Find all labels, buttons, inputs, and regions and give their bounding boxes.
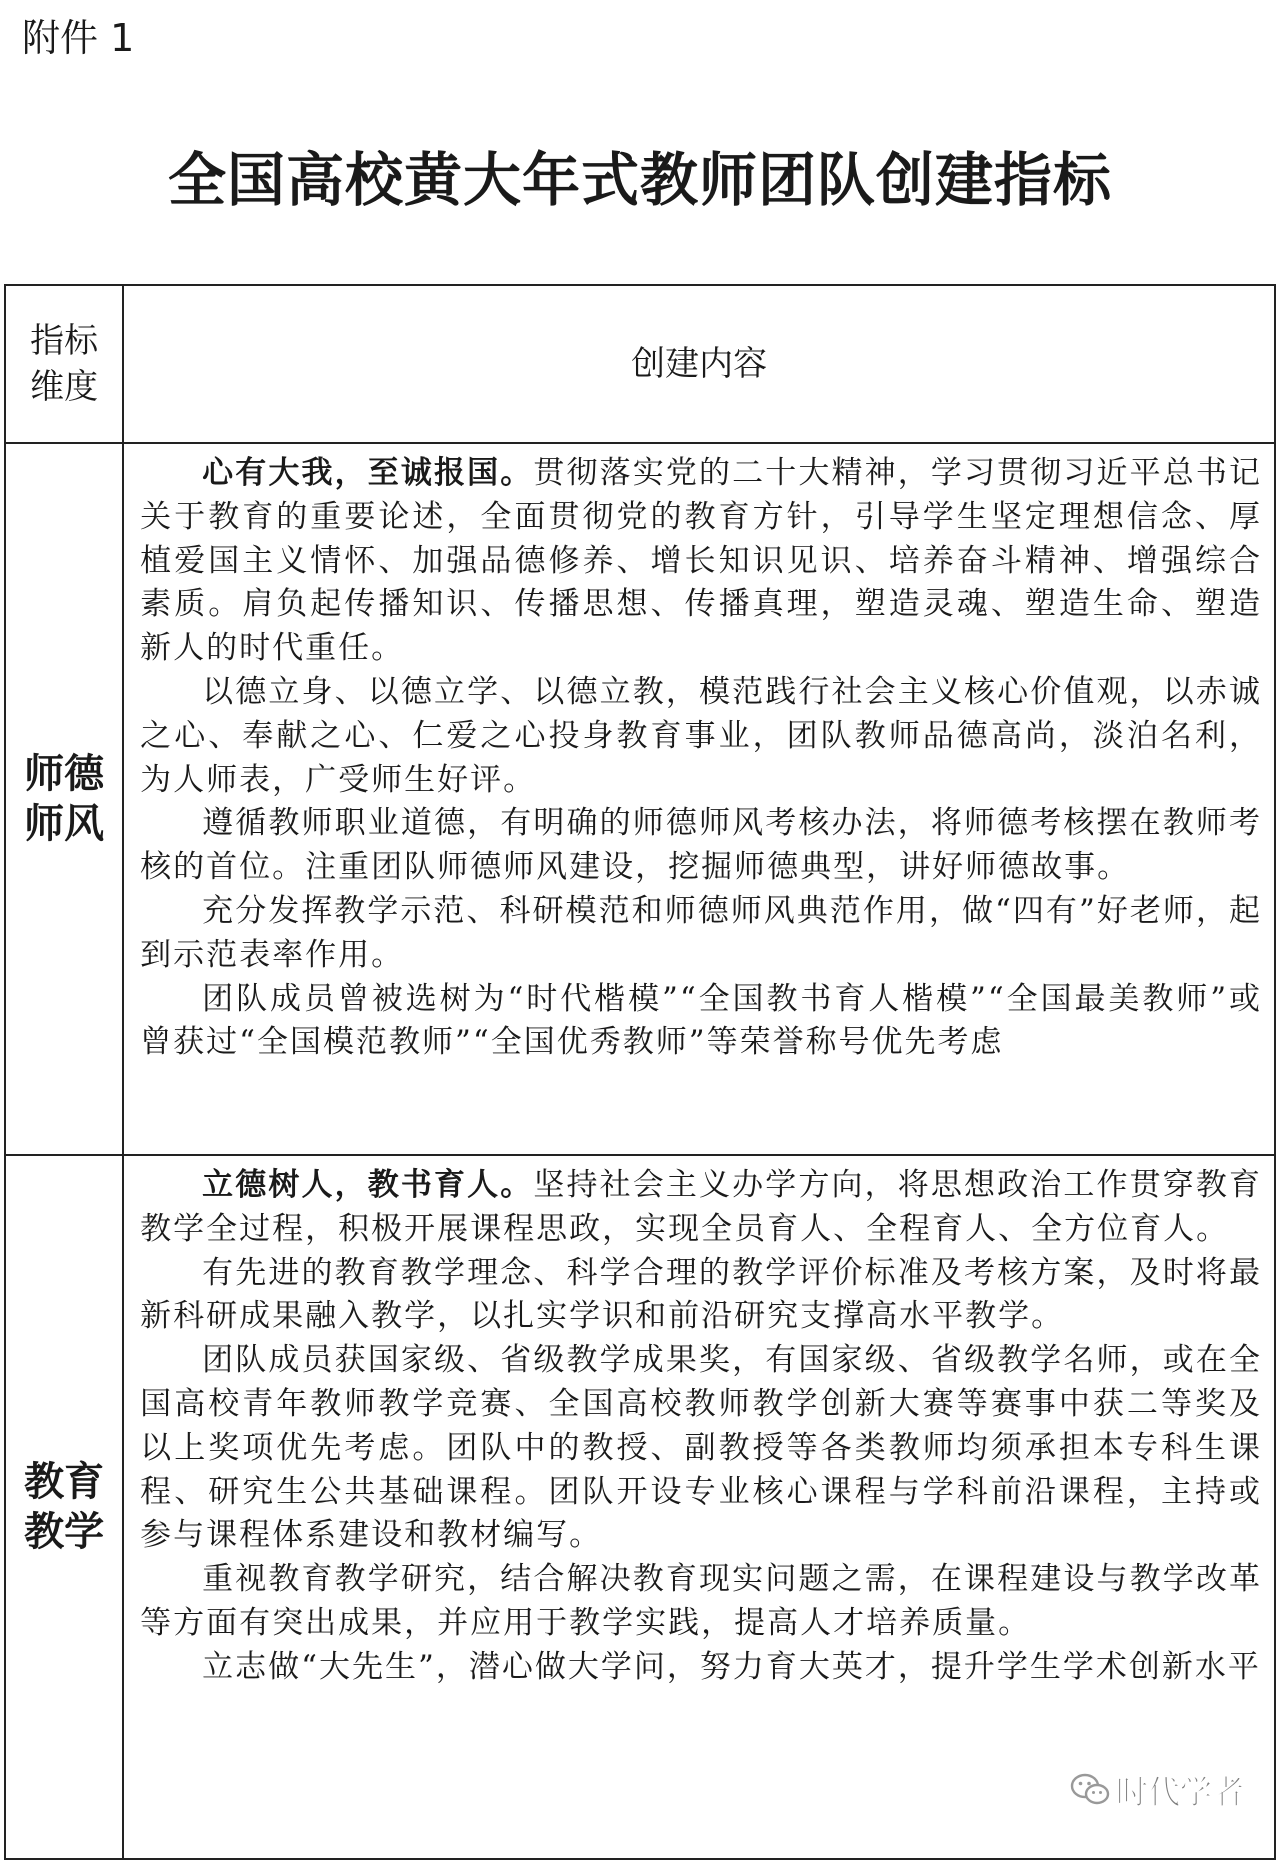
content-paragraph xyxy=(140,1646,1262,1690)
header-dimension-line-1: 指标 xyxy=(30,321,99,361)
content-paragraph xyxy=(140,1558,1262,1646)
paragraph-lead: 心有大我，至诚报国。 xyxy=(202,455,534,491)
dimension-cell-teaching xyxy=(5,1155,123,1859)
content-paragraph xyxy=(140,1164,1262,1252)
paragraph-text: 以德立身、以德立学、以德立教，模范践行社会主义核心价值观，以赤诚之心、奉献之心、仁爱之心投身教育事业，团队教师品德高尚，淡泊名利，为人师表，广受师生好评。 xyxy=(140,673,1262,798)
paragraph-text: 重视教育教学研究，结合解决教育现实问题之需，在课程建设与教学改革等方面有突出成果，并应用于教学实践，提高人才培养质量。 xyxy=(140,1561,1262,1641)
paragraph-text: 团队成员曾被选树为“时代楷模”“全国教书育人楷模”“全国最美教师”或曾获过“全国模范教师”“全国优秀教师”等荣誉称号优先考虑 xyxy=(140,980,1262,1061)
content-paragraph xyxy=(140,978,1262,1066)
paragraph-text: 有先进的教育教学理念、科学合理的教学评价标准及考核方案，及时将最新科研成果融入教学，以扎实学识和前沿研究支撑高水平教学。 xyxy=(140,1254,1262,1335)
watermark xyxy=(1070,1767,1244,1813)
header-dimension-line-2: 维度 xyxy=(30,367,99,407)
dimension-line: 教育 xyxy=(24,1459,105,1505)
dimension-line: 教学 xyxy=(24,1509,105,1555)
table-header-row xyxy=(5,285,1275,443)
content-paragraph xyxy=(140,1339,1262,1558)
attachment-label: 附件 1 xyxy=(22,16,135,60)
document-title: 全国高校黄大年式教师团队创建指标 xyxy=(167,146,1112,214)
table-row-ethics xyxy=(5,443,1275,1155)
content-paragraph xyxy=(140,671,1262,802)
paragraph-text: 立志做“大先生”，潜心做大学问，努力育大英才，提升学生学术创新水平 xyxy=(202,1648,1261,1685)
header-dimension-cell xyxy=(5,285,123,443)
wechat-icon xyxy=(1070,1773,1110,1807)
dimension-line: 师风 xyxy=(24,801,105,847)
index-table xyxy=(4,284,1276,1860)
content-cell-teaching xyxy=(123,1155,1275,1859)
paragraph-text: 贯彻落实党的二十大精神，学习贯彻习近平总书记关于教育的重要论述，全面贯彻党的教育方针，引导学生坚定理想信念、厚植爱国主义情怀、加强品德修养、增长知识见识、培养奋斗精神、增强综合素质。肩负起传播知识、传播思想、传播真理，塑造灵魂、塑造生命、塑造新人的时代重任。 xyxy=(140,455,1262,667)
dimension-line: 师德 xyxy=(24,751,105,797)
paragraph-text: 团队成员获国家级、省级教学成果奖，有国家级、省级教学名师，或在全国高校青年教师教学竞赛、全国高校教师教学创新大赛等赛事中获二等奖及以上奖项优先考虑。团队中的教授、副教授等各类教师均须承担本专科生课程、研究生公共基础课程。团队开设专业核心课程与学科前沿课程，主持或参与课程体系建设和教材编写。 xyxy=(140,1342,1262,1554)
paragraph-text: 充分发挥教学示范、科研模范和师德师风典范作用，做“四有”好老师，起到示范表率作用。 xyxy=(140,892,1262,973)
paragraph-text: 坚持社会主义办学方向，将思想政治工作贯穿教育教学全过程，积极开展课程思政，实现全员育人、全程育人、全方位育人。 xyxy=(140,1167,1262,1247)
content-cell-ethics xyxy=(123,443,1275,1155)
content-paragraph xyxy=(140,890,1262,978)
header-content-cell: 创建内容 xyxy=(123,285,1275,443)
content-paragraph xyxy=(140,802,1262,890)
dimension-cell-ethics xyxy=(5,443,123,1155)
content-paragraph xyxy=(140,1252,1262,1340)
paragraph-lead: 立德树人，教书育人。 xyxy=(202,1167,534,1203)
paragraph-text: 遵循教师职业道德，有明确的师德师风考核办法，将师德考核摆在教师考核的首位。注重团队师德师风建设，挖掘师德典型，讲好师德故事。 xyxy=(140,805,1262,886)
table-row-teaching xyxy=(5,1155,1275,1859)
content-paragraph xyxy=(140,452,1262,671)
watermark-text: 时代学者 xyxy=(1115,1773,1244,1811)
